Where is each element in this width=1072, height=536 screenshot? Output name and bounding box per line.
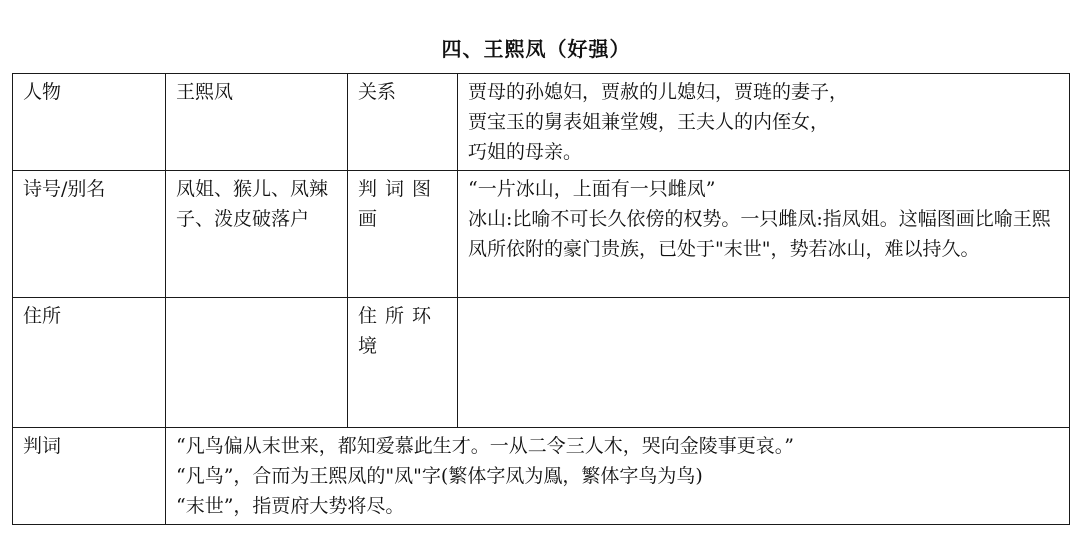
picture-value: “一片冰山，上面有一只雌凤” 冰山:比喻不可长久依傍的权势。一只雌凤:指凤姐。这幅图画比喻王熙凤所依附的豪门贵族，已处于"末世"，势若冰山，难以持久。 — [458, 171, 1070, 298]
residence-label: 住所 — [13, 298, 166, 428]
person-label: 人物 — [13, 74, 166, 171]
page-title: 四、王熙凤（好强） — [441, 37, 631, 61]
table-row-verdict — [13, 428, 1070, 525]
relation-label: 关系 — [348, 74, 458, 171]
table-row-residence — [13, 298, 1070, 428]
table-row-alias — [13, 171, 1070, 298]
residence-value — [166, 298, 348, 428]
alias-label: 诗号/别名 — [13, 171, 166, 298]
character-table — [12, 73, 1070, 525]
environment-label: 住所环境 — [348, 298, 458, 428]
relation-value: 贾母的孙媳妇，贾赦的儿媳妇，贾琏的妻子， 贾宝玉的舅表姐兼堂嫂，王夫人的内侄女， 巧姐的母亲。 — [458, 74, 1070, 171]
alias-value: 凤姐、猴儿、凤辣子、泼皮破落户 — [166, 171, 348, 298]
person-value: 王熙凤 — [166, 74, 348, 171]
verdict-value: “凡鸟偏从末世来，都知爱慕此生才。一从二令三人木，哭向金陵事更哀。” “凡鸟”，合而为王熙凤的"凤"字(繁体字凤为鳯，繁体字鸟为鸟) “末世”，指贾府大势将尽。 — [166, 428, 1070, 525]
picture-label: 判词图画 — [348, 171, 458, 298]
verdict-label: 判词 — [13, 428, 166, 525]
table-row-person — [13, 74, 1070, 171]
environment-value — [458, 298, 1070, 428]
